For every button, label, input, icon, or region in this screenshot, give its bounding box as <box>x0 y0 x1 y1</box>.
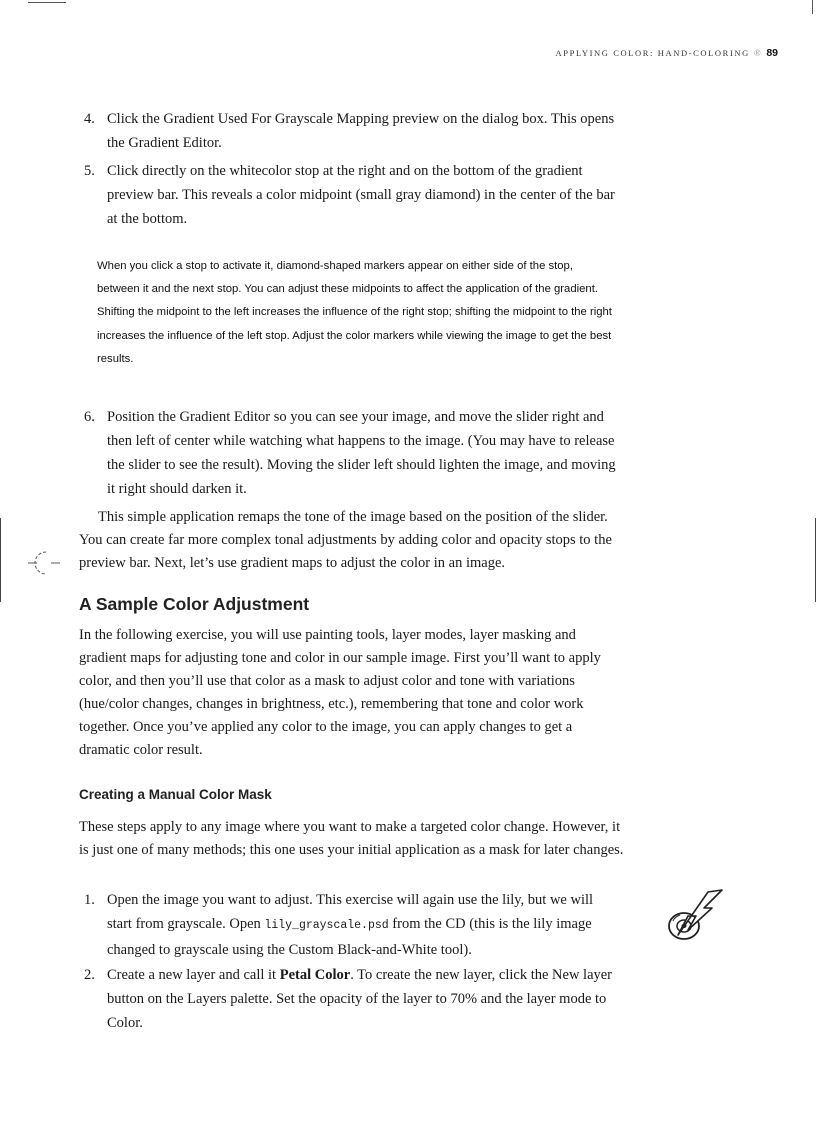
running-head <box>556 47 778 59</box>
list-text: Click the Gradient Used For Grayscale Mapping preview on the dialog box. This opens the Gradient Editor. <box>107 111 615 151</box>
list-item <box>84 888 620 962</box>
subsection-heading: Creating a Manual Color Mask <box>79 787 272 802</box>
list-text <box>84 888 620 962</box>
list-number: 2. <box>84 967 95 983</box>
crop-mark-top-right <box>812 0 813 14</box>
list-number: 4. <box>84 111 95 127</box>
list-text <box>84 963 620 1035</box>
layer-name: Petal Color <box>279 967 351 983</box>
crop-mark-top <box>28 2 66 3</box>
list-number: 5. <box>84 163 95 179</box>
list-text: Position the Gradient Editor so you can see your image, and move the slider right and then left of center while watching what happens to the image. (You may have to release the slider to see the result). Moving the slider left should lighten the image, and moving it right should darken it. <box>107 409 616 497</box>
section-intro: In the following exercise, you will use painting tools, layer modes, layer masking and gradient maps for adjusting tone and color in our sample image. First you’ll want to apply color, and then you’ll use that color as a mask to adjust color and tone with variations (hue/color changes, changes in brightness, etc.), remembering that tone and color work together. Once you’ve applied any color to the image, you can apply changes to get a dramatic color result. <box>79 627 601 758</box>
list-item <box>84 405 620 501</box>
list-item <box>84 159 620 231</box>
registration-mark-icon <box>28 548 72 578</box>
step-text-after: . To create the new layer, click the New layer button on the Layers palette. Set the opacity of the layer to 70% and the layer mode to Color. <box>107 967 613 1031</box>
list-number: 1. <box>84 892 95 908</box>
step-text-after: from the CD (this is the lily image changed to grayscale using the Custom Black-and-White tool). <box>107 916 592 958</box>
header-separator: ® <box>753 48 763 58</box>
page-number: 89 <box>766 47 778 59</box>
note-box: When you click a stop to activate it, diamond-shaped markers appear on either side of the stop, between it and the next stop. You can adjust these midpoints to affect the application of the gradient. Shifting the midpoint to the left increases the influence of the right stop; shifting the midpoint to the right increases the influence of the left stop. Adjust the color markers while viewing the image to get the best results. <box>97 260 612 365</box>
section-heading: A Sample Color Adjustment <box>79 594 310 614</box>
list-item <box>84 107 620 155</box>
body-paragraph: This simple application remaps the tone of the image based on the position of the slider. You can create far more complex tonal adjustments by adding color and opacity stops to the preview bar. Next, let’s use gradient maps to adjust the color in an image. <box>79 509 612 571</box>
file-name: lily_grayscale.psd <box>264 919 389 932</box>
step-text-before: Create a new layer and call it <box>107 967 280 983</box>
running-title: APPLYING COLOR: HAND-COLORING <box>555 48 750 58</box>
list-item <box>84 963 620 1035</box>
crop-mark-left <box>0 518 1 602</box>
subsection-intro: These steps apply to any image where you want to make a targeted color change. However, it is just one of many methods; this one uses your initial application as a mask for later changes. <box>79 819 624 858</box>
step-text-before: Open the image you want to adjust. This exercise will again use the lily, but we will start from grayscale. Open <box>107 892 594 932</box>
cd-rom-icon <box>664 888 724 944</box>
list-text: Click directly on the whitecolor stop at the right and on the bottom of the gradient preview bar. This reveals a color midpoint (small gray diamond) in the center of the bar at the bottom. <box>107 163 615 227</box>
list-number: 6. <box>84 409 95 425</box>
